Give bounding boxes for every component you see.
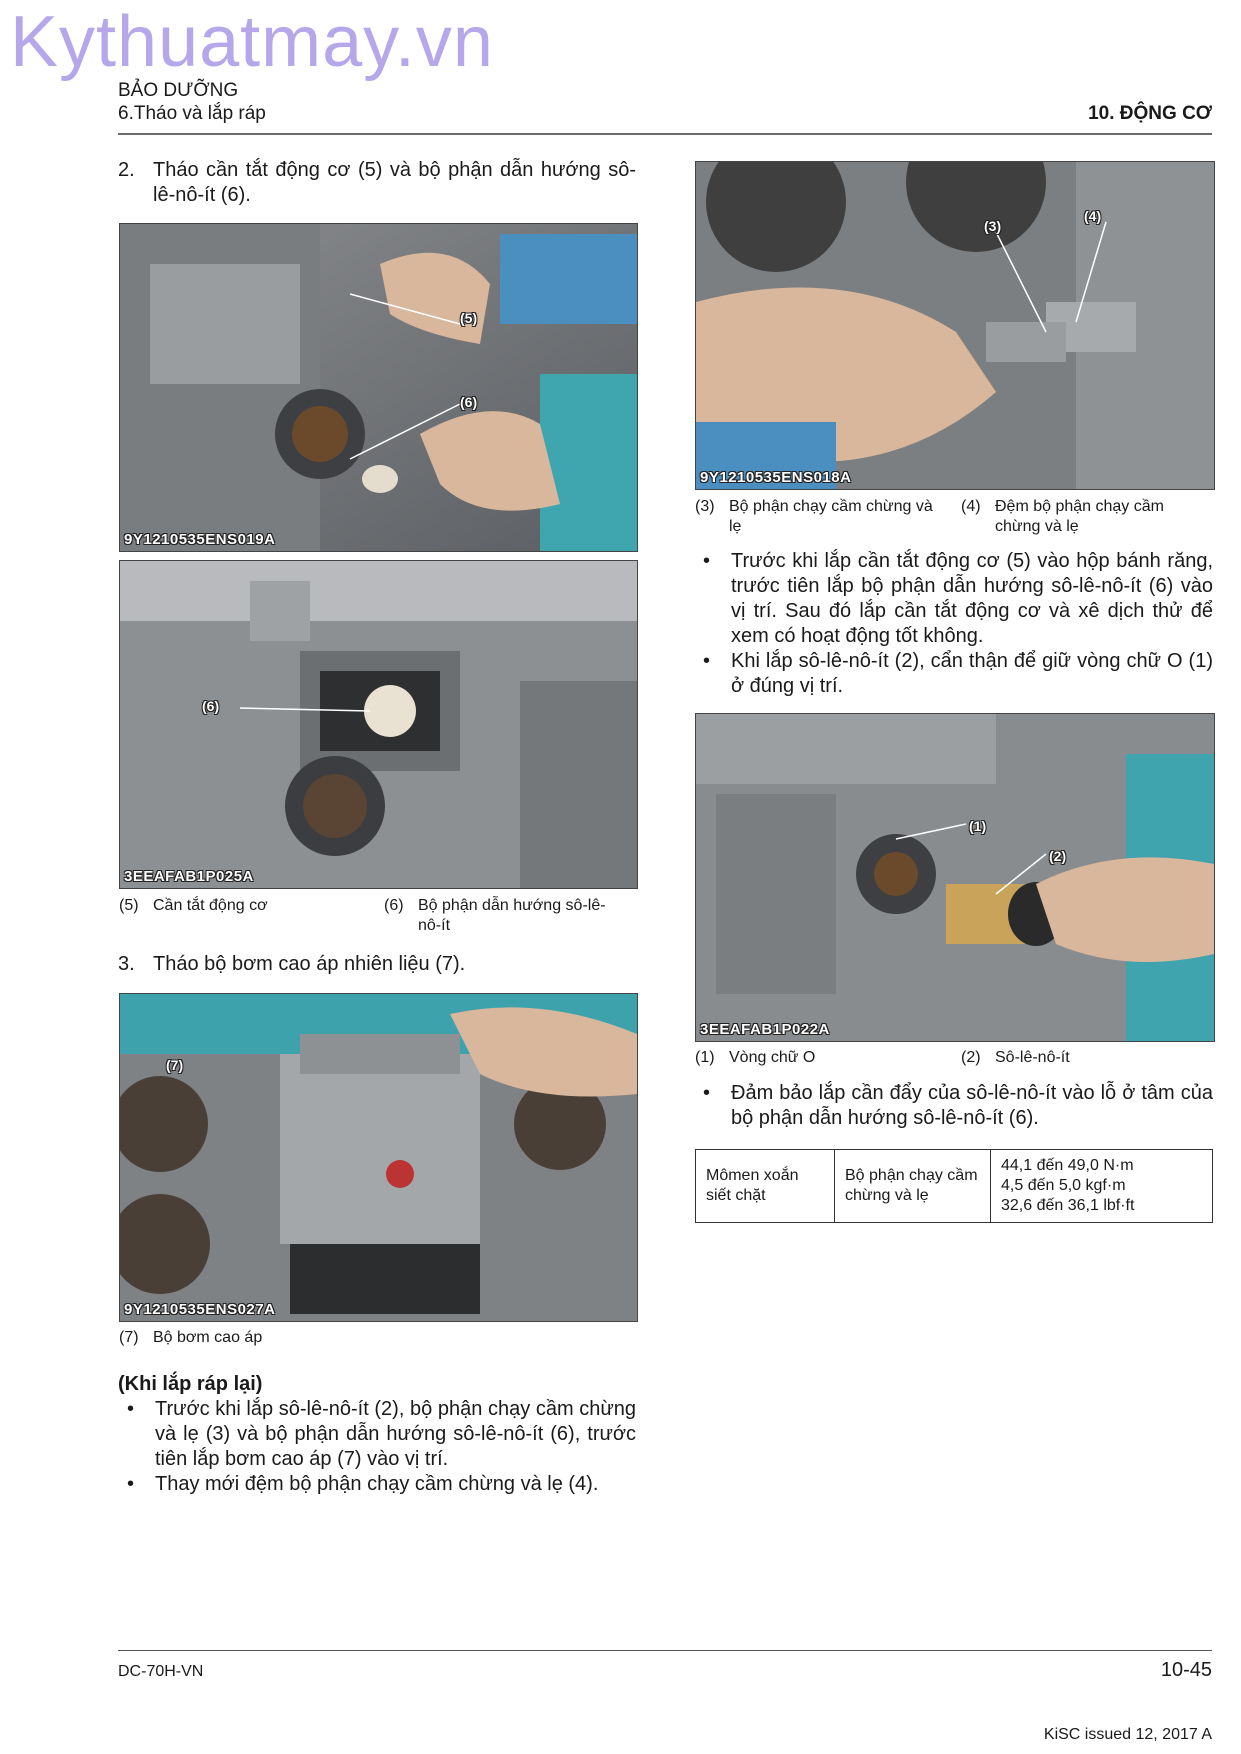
caption-text-5: Cần tắt động cơ — [153, 897, 268, 914]
torque-value-kgfm: 4,5 đến 5,0 kgf·m — [1001, 1177, 1126, 1194]
caption-num-2: (2) — [961, 1049, 981, 1066]
assembly-note-3: Đảm bảo lắp cần đẩy của sô-lê-nô-ít vào lỗ ở tâm của bộ phận dẫn hướng sô-lê-nô-ít (6). — [731, 1082, 1213, 1129]
header-section: BẢO DƯỠNG — [118, 80, 239, 101]
torque-label: Mômen xoắn siết chặt — [696, 1150, 835, 1223]
callout-6: (6) — [202, 698, 220, 714]
footer-issued: KiSC issued 12, 2017 A — [1043, 1726, 1212, 1743]
step2-text: Tháo cần tắt động cơ (5) và bộ phận dẫn hướng sô-lê-nô-ít (6). — [153, 159, 636, 206]
caption-num-6: (6) — [384, 897, 404, 914]
torque-values — [991, 1150, 1213, 1223]
watermark: Kythuatmay.vn — [10, 2, 494, 82]
photo-code: 3EEAFAB1P022A — [700, 1021, 830, 1038]
footer-doc-code: DC-70H-VN — [118, 1663, 204, 1680]
caption-text-7: Bộ bơm cao áp — [153, 1329, 263, 1346]
caption-text-3: Bộ phận chạy cầm chừng và lẹ — [729, 498, 933, 535]
photo-code: 9Y1210535ENS019A — [124, 531, 276, 548]
reassembly-item-1: Trước khi lắp sô-lê-nô-ít (2), bộ phận chạy cầm chừng và lẹ (3) và bộ phận dẫn hướng sô-lê-nô-ít (6), trước tiên lắp bơm cao áp (7) vào vị trí. — [155, 1398, 636, 1470]
torque-table — [695, 1149, 1213, 1223]
torque-value-lbfft: 32,6 đến 36,1 lbf·ft — [1001, 1197, 1135, 1214]
caption-num-3: (3) — [695, 498, 715, 515]
reassembly-item-2: Thay mới đệm bộ phận chạy cầm chừng và lẹ (4). — [155, 1473, 599, 1495]
caption-text-6: Bộ phận dẫn hướng sô-lê-nô-ít — [418, 897, 606, 934]
header-subsection: 6.Tháo và lắp ráp — [118, 103, 266, 124]
torque-part: Bộ phận chạy cầm chừng và lẹ — [835, 1150, 991, 1223]
table-row — [696, 1150, 1213, 1223]
callout-2: (2) — [1049, 848, 1067, 864]
assembly-note-1: Trước khi lắp cần tắt động cơ (5) vào hộp bánh răng, trước tiên lắp bộ phận dẫn hướng sô-lê-nô-ít (6) vào vị trí. Sau đó lắp cần tắt động cơ và xê dịch thử để xem có hoạt động tốt không. — [731, 550, 1213, 647]
callout-6: (6) — [460, 394, 478, 410]
footer-rule — [118, 1650, 1212, 1651]
bullet-marker: • — [703, 550, 711, 572]
caption-num-7: (7) — [119, 1329, 139, 1346]
photo-fuel-pump — [119, 993, 638, 1322]
assembly-note-2: Khi lắp sô-lê-nô-ít (2), cẩn thận để giữ vòng chữ O (1) ở đúng vị trí. — [731, 650, 1213, 697]
photo-solenoid-install — [695, 713, 1215, 1042]
photo-remove-stop-lever — [119, 223, 638, 552]
photo-idle-unit — [695, 161, 1215, 490]
callout-4: (4) — [1084, 208, 1102, 224]
bullet-marker: • — [127, 1473, 135, 1495]
callout-3: (3) — [984, 218, 1002, 234]
step2-number: 2. — [118, 159, 135, 181]
torque-value-nm: 44,1 đến 49,0 N·m — [1001, 1157, 1134, 1174]
bullet-marker: • — [127, 1398, 135, 1420]
caption-num-1: (1) — [695, 1049, 715, 1066]
step3-number: 3. — [118, 953, 135, 975]
caption-num-4: (4) — [961, 498, 981, 515]
photo-code: 9Y1210535ENS018A — [700, 469, 852, 486]
photo-code: 9Y1210535ENS027A — [124, 1301, 276, 1318]
caption-text-4: Đệm bộ phận chạy cầm chừng và lẹ — [995, 498, 1164, 535]
caption-text-2: Sô-lê-nô-ít — [995, 1049, 1070, 1066]
footer-page-number: 10-45 — [1160, 1659, 1212, 1681]
reassembly-title: (Khi lắp ráp lại) — [118, 1373, 263, 1395]
caption-text-1: Vòng chữ O — [729, 1049, 816, 1066]
callout-1: (1) — [969, 818, 987, 834]
callout-7: (7) — [166, 1057, 184, 1073]
photo-solenoid-guide — [119, 560, 638, 889]
caption-num-5: (5) — [119, 897, 139, 914]
photo-code: 3EEAFAB1P025A — [124, 868, 254, 885]
step3-text: Tháo bộ bơm cao áp nhiên liệu (7). — [153, 953, 466, 975]
bullet-marker: • — [703, 650, 711, 672]
header-rule — [118, 133, 1212, 135]
header-chapter: 10. ĐỘNG CƠ — [1088, 103, 1212, 124]
callout-5: (5) — [460, 310, 478, 326]
bullet-marker: • — [703, 1082, 711, 1104]
